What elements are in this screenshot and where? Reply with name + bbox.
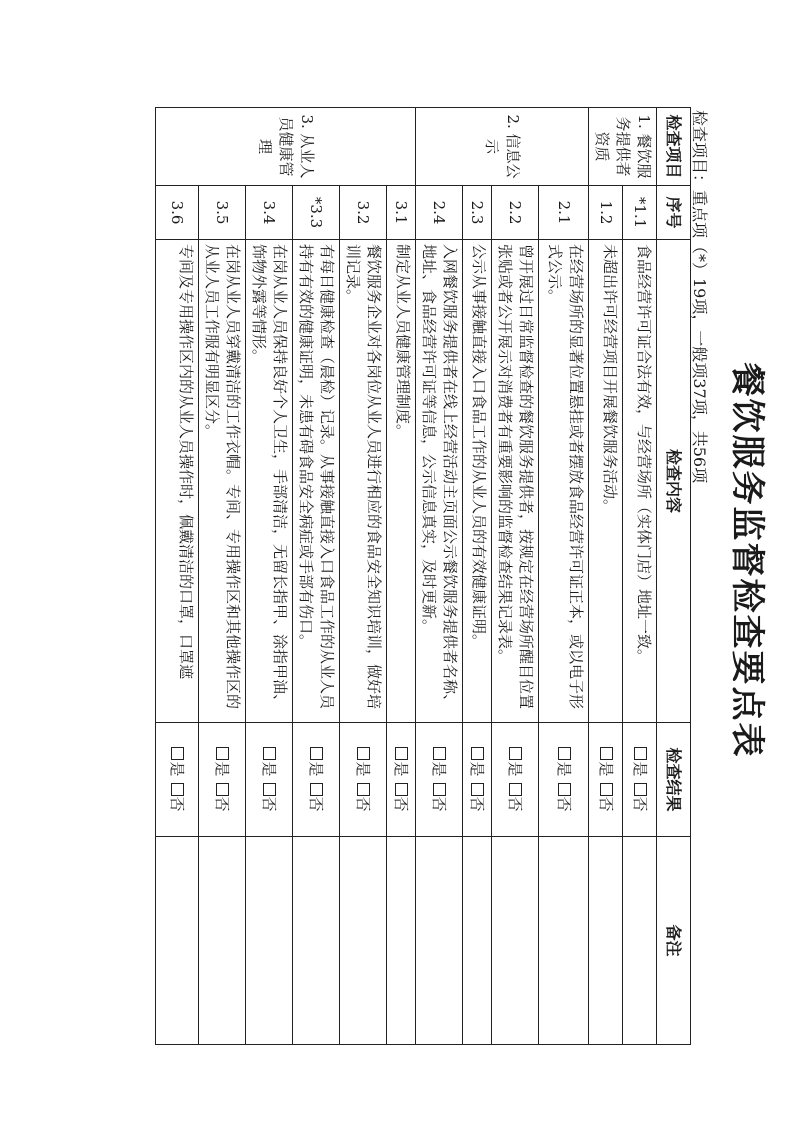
remark-cell[interactable] [156, 837, 199, 1045]
label-no: 否 [392, 796, 411, 812]
label-no: 否 [168, 796, 187, 812]
table-body [156, 108, 657, 1045]
checkbox-yes[interactable] [358, 747, 371, 760]
checkbox-no[interactable] [472, 783, 485, 796]
content-cell: 曾开展过日常监督检查的餐饮服务提供者，按规定在经营场所醒目位置张贴或者公开展示对消费者有重要影响的监督检查结果记录表。 [492, 240, 539, 723]
checkbox-no[interactable] [558, 783, 571, 796]
result-option-no[interactable] [355, 783, 373, 812]
result-option-no[interactable] [555, 783, 573, 812]
result-option-no[interactable] [308, 783, 326, 812]
table-row [387, 108, 416, 1045]
content-cell: 餐饮服务企业对各岗位从业人员进行相应的食品安全知识培训，做好培训记录。 [340, 240, 387, 723]
sequence-cell: 2.3 [463, 186, 492, 240]
result-cell [387, 723, 416, 837]
result-cell [199, 723, 246, 837]
label-no: 否 [555, 796, 573, 812]
sequence-cell: *3.3 [293, 186, 340, 240]
label-yes: 是 [392, 761, 411, 777]
label-yes: 是 [354, 761, 373, 777]
table-row [492, 108, 539, 1045]
table-row [463, 108, 492, 1045]
label-yes: 是 [168, 761, 187, 777]
checkbox-no[interactable] [311, 783, 324, 796]
remark-cell[interactable] [589, 837, 623, 1045]
sequence-cell: 3.2 [340, 186, 387, 240]
result-option-yes[interactable] [431, 747, 449, 776]
content-cell: 入网餐饮服务提供者在线上经营活动主页面公示餐饮服务提供者名称、地址、食品经营许可证等信息，公示信息真实，及时更新。 [416, 240, 463, 723]
result-option-yes[interactable] [507, 747, 525, 776]
checkbox-yes[interactable] [264, 747, 277, 760]
result-option-no[interactable] [597, 783, 615, 812]
checkbox-yes[interactable] [172, 747, 185, 760]
table-row [589, 108, 623, 1045]
header-result: 检查结果 [657, 723, 691, 837]
result-cell [492, 723, 539, 837]
sequence-cell: *1.1 [623, 186, 657, 240]
checkbox-yes[interactable] [600, 747, 613, 760]
content-cell: 在岗从业人员保持良好个人卫生，手部清洁，无留长指甲、涂指甲油、饰物外露等情形。 [246, 240, 293, 723]
checkbox-no[interactable] [264, 783, 277, 796]
result-cell [293, 723, 340, 837]
checkbox-no[interactable] [600, 783, 613, 796]
item-count-summary: 检查项目：重点项（*）19项，一般项37项，共56项 [690, 110, 709, 484]
remark-cell[interactable] [199, 837, 246, 1045]
header-seq: 序号 [657, 186, 691, 240]
inspection-item-cell: 1. 餐饮服务提供者资质 [589, 108, 657, 186]
sequence-cell: 3.5 [199, 186, 246, 240]
checkbox-yes[interactable] [217, 747, 230, 760]
checkbox-no[interactable] [510, 783, 523, 796]
table-row [246, 108, 293, 1045]
content-cell: 在岗从业人员穿戴清洁的工作衣帽。专间、专用操作区和其他操作区的从业人员工作服有明显区分。 [199, 240, 246, 723]
checkbox-no[interactable] [434, 783, 447, 796]
content-cell: 专间及专用操作区内的从业人员操作时，佩戴清洁的口罩，口罩遮 [156, 240, 199, 723]
checkbox-yes[interactable] [510, 747, 523, 760]
header-content: 检查内容 [657, 240, 691, 723]
label-no: 否 [307, 796, 326, 812]
checkbox-yes[interactable] [311, 747, 324, 760]
table-row [416, 108, 463, 1045]
inspection-table [155, 107, 691, 1045]
sequence-cell: 3.6 [156, 186, 199, 240]
content-cell: 未超出许可经营项目开展餐饮服务活动。 [589, 240, 623, 723]
result-cell [463, 723, 492, 837]
sequence-cell: 2.2 [492, 186, 539, 240]
checkbox-yes[interactable] [396, 747, 409, 760]
result-cell [416, 723, 463, 837]
remark-cell[interactable] [623, 837, 657, 1045]
remark-cell[interactable] [492, 837, 539, 1045]
table-row [156, 108, 199, 1045]
label-yes: 是 [430, 761, 449, 777]
result-option-yes[interactable] [631, 747, 649, 776]
label-yes: 是 [506, 761, 525, 777]
result-option-no[interactable] [261, 783, 279, 812]
content-cell: 制定从业人员健康管理制度。 [387, 240, 416, 723]
remark-cell[interactable] [340, 837, 387, 1045]
remark-cell[interactable] [539, 837, 589, 1045]
result-cell [623, 723, 657, 837]
result-option-yes[interactable] [597, 747, 615, 776]
table-row [293, 108, 340, 1045]
header-remark: 备注 [657, 837, 691, 1045]
result-option-yes[interactable] [355, 747, 373, 776]
label-yes: 是 [597, 761, 615, 777]
result-option-yes[interactable] [555, 747, 573, 776]
sequence-cell: 2.1 [539, 186, 589, 240]
label-yes: 是 [260, 761, 279, 777]
remark-cell[interactable] [463, 837, 492, 1045]
sequence-cell: 1.2 [589, 186, 623, 240]
result-option-no[interactable] [214, 783, 232, 812]
label-no: 否 [597, 796, 615, 812]
result-option-no[interactable] [393, 783, 411, 812]
result-option-yes[interactable] [308, 747, 326, 776]
label-no: 否 [260, 796, 279, 812]
result-cell [156, 723, 199, 837]
remark-cell[interactable] [246, 837, 293, 1045]
checkbox-no[interactable] [217, 783, 230, 796]
result-option-no[interactable] [469, 783, 487, 812]
sequence-cell: 2.4 [416, 186, 463, 240]
result-option-no[interactable] [507, 783, 525, 812]
result-option-no[interactable] [169, 783, 187, 812]
sequence-cell: 3.1 [387, 186, 416, 240]
remark-cell[interactable] [293, 837, 340, 1045]
label-no: 否 [430, 796, 449, 812]
result-option-yes[interactable] [169, 747, 187, 776]
page-title: 餐饮服务监督检查要点表 [727, 362, 767, 759]
result-option-yes[interactable] [469, 747, 487, 776]
checkbox-yes[interactable] [434, 747, 447, 760]
label-no: 否 [468, 796, 487, 812]
checkbox-yes[interactable] [634, 747, 647, 760]
remark-cell[interactable] [387, 837, 416, 1045]
content-cell: 食品经营许可证合法有效，与经营场所（实体门店）地址一致。 [623, 240, 657, 723]
inspection-item-cell: 2. 信息公示 [416, 108, 589, 186]
label-no: 否 [506, 796, 525, 812]
checkbox-no[interactable] [358, 783, 371, 796]
inspection-item-cell: 3. 从业人员健康管理 [156, 108, 416, 186]
result-option-yes[interactable] [261, 747, 279, 776]
table-row [623, 108, 657, 1045]
result-cell [539, 723, 589, 837]
header-item: 检查项目 [657, 108, 691, 186]
result-option-yes[interactable] [393, 747, 411, 776]
sequence-cell: 3.4 [246, 186, 293, 240]
label-no: 否 [213, 796, 232, 812]
label-yes: 是 [555, 761, 573, 777]
table-header-row [657, 108, 691, 1045]
checkbox-no[interactable] [634, 783, 647, 796]
checkbox-yes[interactable] [472, 747, 485, 760]
content-cell: 有每日健康检查（晨检）记录。从事接触直接入口食品工作的从业人员持有有效的健康证明，未患有碍食品安全病症或手部有伤口。 [293, 240, 340, 723]
label-yes: 是 [468, 761, 487, 777]
checkbox-no[interactable] [172, 783, 185, 796]
content-cell: 公示从事接触直接入口食品工作的从业人员的有效健康证明。 [463, 240, 492, 723]
result-option-no[interactable] [631, 783, 649, 812]
remark-cell[interactable] [416, 837, 463, 1045]
result-cell [246, 723, 293, 837]
table-row [340, 108, 387, 1045]
checkbox-yes[interactable] [558, 747, 571, 760]
label-no: 否 [631, 796, 649, 812]
checkbox-no[interactable] [396, 783, 409, 796]
content-cell: 在经营场所的显著位置悬挂或者摆放食品经营许可证正本，或以电子形式公示。 [539, 240, 589, 723]
label-yes: 是 [307, 761, 326, 777]
result-cell [340, 723, 387, 837]
table-row [539, 108, 589, 1045]
label-yes: 是 [213, 761, 232, 777]
label-no: 否 [354, 796, 373, 812]
table-row [199, 108, 246, 1045]
result-cell [589, 723, 623, 837]
result-option-yes[interactable] [214, 747, 232, 776]
result-option-no[interactable] [431, 783, 449, 812]
label-yes: 是 [631, 761, 649, 777]
